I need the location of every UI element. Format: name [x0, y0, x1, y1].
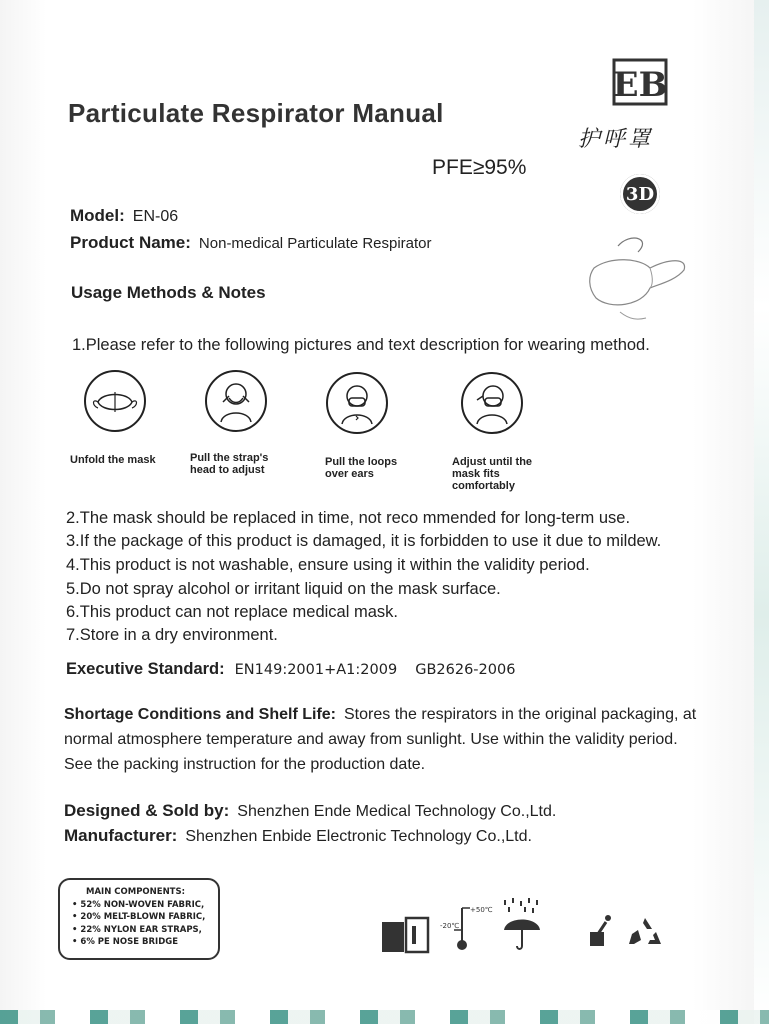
manufacturer: [64, 826, 532, 846]
usage-heading: Usage Methods & Notes: [71, 283, 266, 302]
storage-text: Stores the respirators in the original packaging, at normal atmosphere temperature and away from sunlight. Use within the validity period. See the packing instruction for the production date.: [64, 706, 697, 773]
page-title: Particulate Respirator Manual: [68, 98, 444, 128]
step-caption-unfold: Unfold the mask: [70, 454, 156, 466]
recycle-icon: [628, 916, 662, 948]
manufacturer-value: Shenzhen Enbide Electronic Technology Co.,Ltd.: [185, 828, 532, 845]
component-item: • 6% PE NOSE BRIDGE: [72, 936, 218, 949]
product-name-row: [70, 233, 432, 253]
designed-sold-by: [64, 801, 556, 821]
component-item: • 20% MELT-BLOWN FABRIC,: [72, 911, 218, 924]
mask-sketch-icon: [580, 228, 690, 328]
component-item: • 52% NON-WOVEN FABRIC,: [72, 899, 218, 912]
components-title: MAIN COMPONENTS:: [86, 887, 186, 897]
note-3: 3.If the package of this product is damaged, it is forbidden to use it due to mildew.: [66, 532, 662, 550]
note-7: 7.Store in a dry environment.: [66, 626, 278, 644]
temperature-range-icon: [440, 898, 496, 954]
standard-label: Executive Standard:: [66, 660, 225, 678]
designed-value: Shenzhen Ende Medical Technology Co.,Ltd.: [237, 803, 557, 820]
step-caption-pull-strap: Pull the strap's head to adjust: [190, 452, 269, 476]
usage-intro: 1.Please refer to the following pictures and text description for wearing method.: [72, 336, 650, 354]
temp-high-label: +50℃: [470, 906, 493, 914]
product-name-value: Non-medical Particulate Respirator: [198, 235, 432, 252]
designed-label: Designed & Sold by:: [64, 801, 230, 820]
chinese-brand-text: 护呼罩: [578, 127, 654, 152]
manufacturer-label: Manufacturer:: [64, 826, 178, 845]
note-6: 6.This product can not replace medical mask.: [66, 603, 398, 621]
note-5: 5.Do not spray alcohol or irritant liquid on the mask surface.: [66, 580, 501, 598]
step-caption-ear-loops: Pull the loops over ears: [325, 456, 398, 480]
executive-standard: [66, 660, 515, 679]
ear-loops-icon: [326, 372, 388, 434]
standard-value-en: EN149:2001+A1:2009: [234, 662, 398, 678]
svg-text:EB: EB: [612, 65, 668, 105]
standard-value-gb: GB2626-2006: [415, 662, 516, 678]
product-name-label: Product Name:: [70, 233, 191, 252]
note-2: 2.The mask should be replaced in time, not reco mmended for long-term use.: [66, 509, 631, 527]
keep-dry-umbrella-icon: [500, 898, 544, 952]
package-edge-right: [754, 0, 769, 1024]
model-label: Model:: [70, 206, 125, 225]
storage-label: Shortage Conditions and Shelf Life:: [64, 706, 336, 723]
dispose-trash-icon: [588, 914, 616, 948]
temp-low-label: -20℃: [440, 922, 460, 930]
badge-3d-icon: 3D: [620, 174, 660, 214]
storage-conditions: [64, 702, 704, 777]
brand-logo: [612, 58, 668, 106]
package-edge-bottom: [0, 1010, 769, 1024]
unfold-mask-icon: [84, 370, 146, 432]
pull-strap-icon: [205, 370, 267, 432]
main-components-box: [58, 878, 220, 960]
model-row: [70, 206, 178, 226]
component-item: • 22% NYLON EAR STRAPS,: [72, 924, 218, 937]
model-value: EN-06: [132, 208, 179, 225]
pfe-rating: PFE≥95%: [432, 156, 527, 179]
note-4: 4.This product is not washable, ensure using it within the validity period.: [66, 556, 590, 574]
adjust-fit-icon: [461, 372, 523, 434]
step-caption-adjust-fit: Adjust until the mask fits comfortably: [452, 456, 533, 492]
components-list: [72, 899, 218, 949]
keep-away-sunlight-icon: [380, 916, 432, 954]
